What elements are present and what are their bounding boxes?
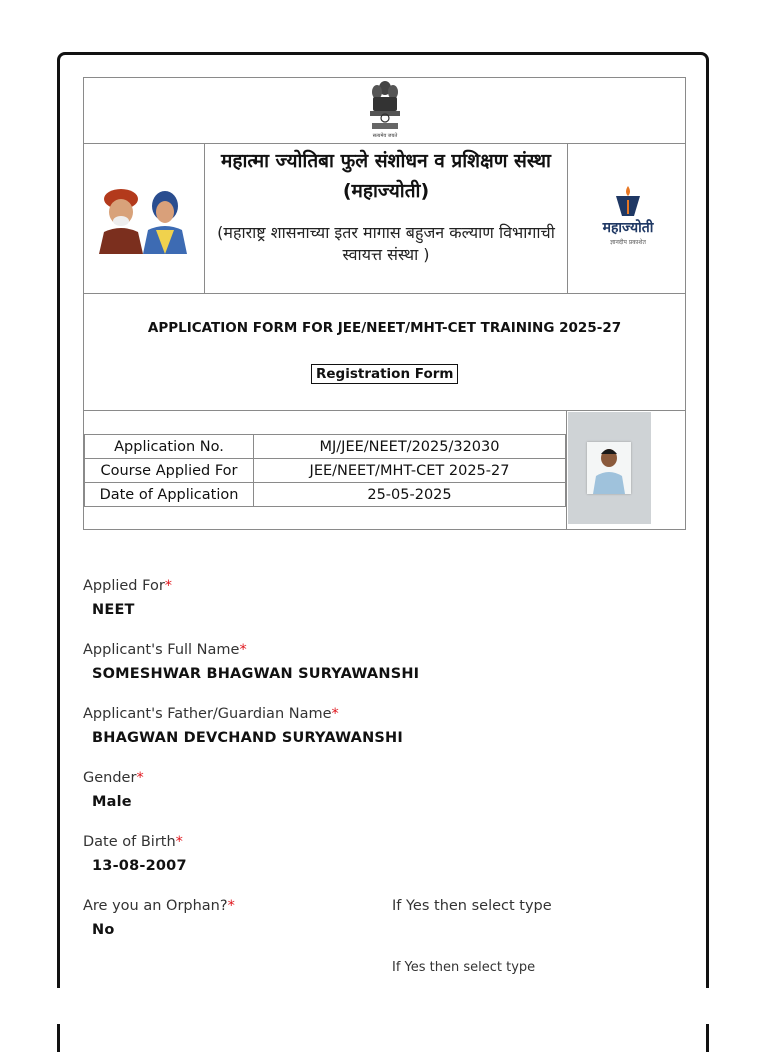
emblem-caption: सत्यमेव जयते bbox=[372, 133, 398, 139]
field-father-name bbox=[83, 706, 683, 770]
field-full-name bbox=[83, 642, 683, 706]
application-info-row bbox=[84, 411, 685, 529]
field-label: Applicant's Father/Guardian Name* bbox=[83, 706, 339, 722]
application-info-cell bbox=[84, 411, 567, 529]
emblem-row bbox=[84, 78, 685, 144]
applicant-photo-cell bbox=[567, 411, 685, 529]
table-row bbox=[85, 459, 566, 483]
info-label: Course Applied For bbox=[85, 459, 254, 483]
form-title: APPLICATION FORM FOR JEE/NEET/MHT-CET TRAINING 2025-27 bbox=[147, 320, 622, 336]
applicant-fields bbox=[83, 578, 683, 988]
info-value: JEE/NEET/MHT-CET 2025-27 bbox=[254, 459, 566, 483]
registration-form-label: Registration Form bbox=[311, 364, 458, 384]
table-row bbox=[85, 483, 566, 507]
org-name: महात्मा ज्योतिबा फुले संशोधन व प्रशिक्षण संस्था (महाज्योती) bbox=[221, 150, 551, 202]
info-label: Application No. bbox=[85, 435, 254, 459]
application-info-table bbox=[84, 434, 566, 507]
required-marker: * bbox=[175, 834, 183, 850]
org-name-cell bbox=[205, 144, 568, 293]
field-label: Applicant's Full Name* bbox=[83, 642, 247, 658]
required-marker: * bbox=[239, 642, 247, 658]
national-emblem-icon bbox=[366, 78, 404, 140]
logo-text: महाज्योती bbox=[602, 220, 654, 236]
field-value: NEET bbox=[92, 602, 135, 618]
applicant-portrait-icon bbox=[587, 442, 631, 494]
field-label: Applied For* bbox=[83, 578, 173, 594]
required-marker: * bbox=[136, 770, 144, 786]
applicant-photo bbox=[568, 412, 651, 524]
info-label: Date of Application bbox=[85, 483, 254, 507]
org-title-row bbox=[84, 144, 685, 294]
form-title-row bbox=[84, 294, 685, 411]
orphan-type-label: If Yes then select type bbox=[392, 898, 552, 914]
mahajyoti-logo-cell bbox=[568, 144, 685, 293]
form-header-table bbox=[83, 77, 686, 530]
field-applied-for bbox=[83, 578, 683, 642]
mahajyoti-logo-icon bbox=[588, 182, 668, 252]
field-value: No bbox=[92, 922, 115, 938]
field-orphan bbox=[83, 898, 683, 988]
org-subtitle: (महाराष्ट्र शासनाच्या इतर मागास बहुजन कल्याण विभागाची स्वायत्त संस्था ) bbox=[217, 223, 555, 264]
info-value: 25-05-2025 bbox=[254, 483, 566, 507]
logo-tagline: ज्ञानदीप प्रकाशेत bbox=[610, 239, 646, 246]
table-row bbox=[85, 435, 566, 459]
required-marker: * bbox=[331, 706, 339, 722]
field-date-of-birth bbox=[83, 834, 683, 898]
field-label: Gender* bbox=[83, 770, 144, 786]
founders-portrait-cell bbox=[84, 144, 205, 293]
founders-portrait-icon bbox=[96, 184, 196, 254]
required-marker: * bbox=[227, 898, 235, 914]
info-value: MJ/JEE/NEET/2025/32030 bbox=[254, 435, 566, 459]
field-value: Male bbox=[92, 794, 132, 810]
field-gender bbox=[83, 770, 683, 834]
field-value: 13-08-2007 bbox=[92, 858, 187, 874]
field-value: BHAGWAN DEVCHAND SURYAWANSHI bbox=[92, 730, 403, 746]
orphan-type-label-secondary: If Yes then select type bbox=[392, 960, 536, 975]
photo-print bbox=[587, 442, 631, 494]
field-label: Date of Birth* bbox=[83, 834, 183, 850]
field-label: Are you an Orphan?* bbox=[83, 898, 235, 914]
required-marker: * bbox=[164, 578, 173, 594]
field-value: SOMESHWAR BHAGWAN SURYAWANSHI bbox=[92, 666, 420, 682]
page-bottom-edge bbox=[0, 988, 768, 1024]
